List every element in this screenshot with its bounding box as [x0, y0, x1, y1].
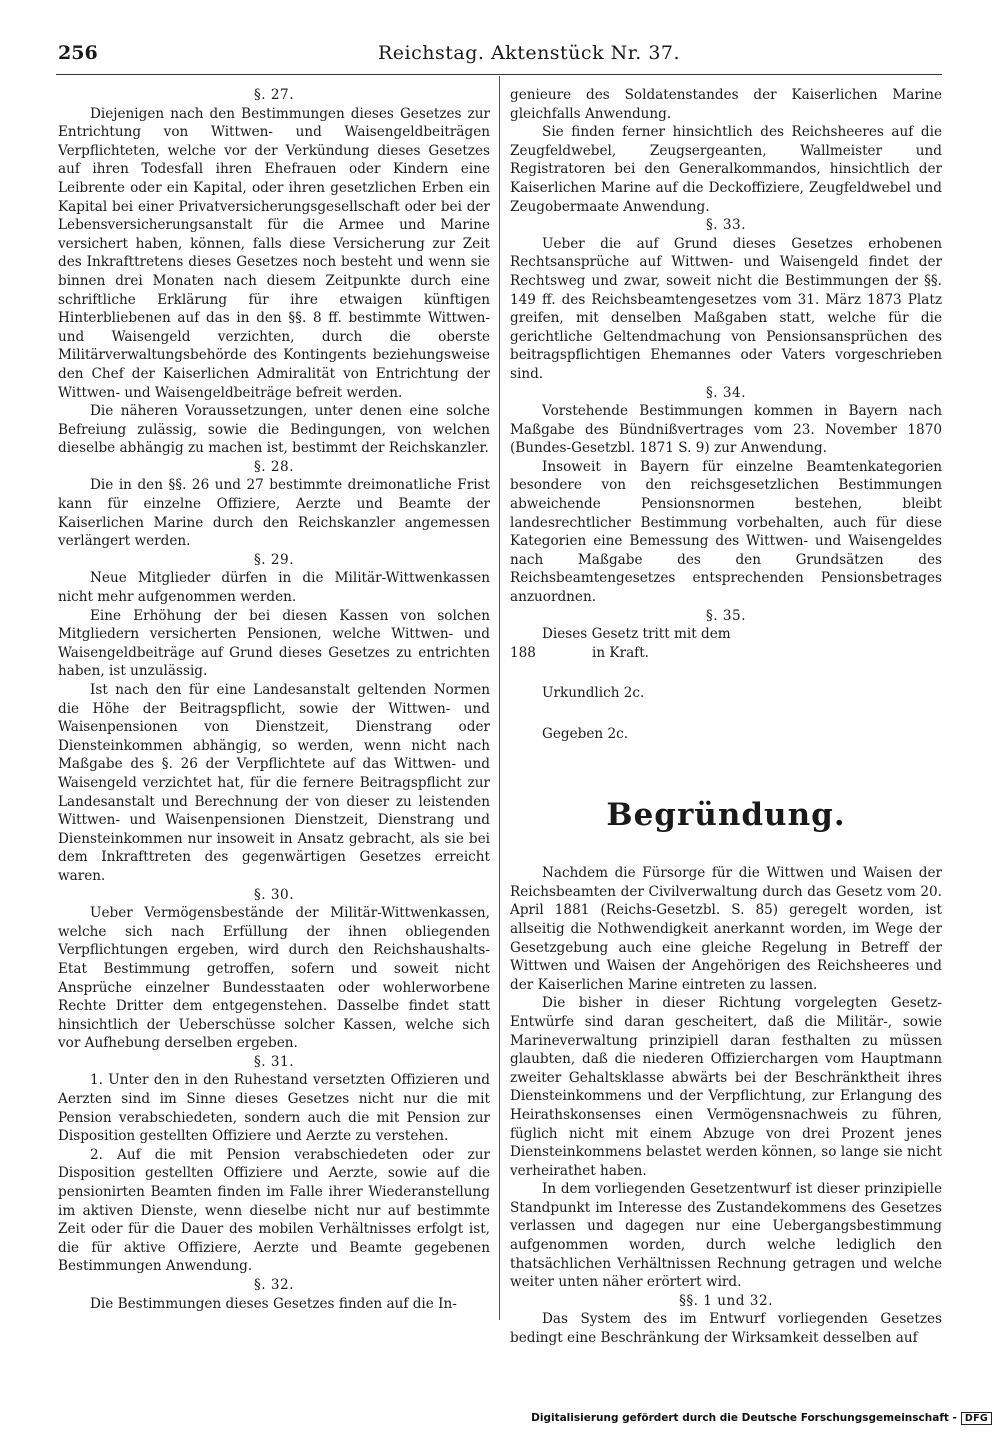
paragraph: Ist nach den für eine Landesanstalt geltenden Normen die Höhe der Beitragspflicht, sowie der Wittwen- und Waisenpensionen von Dienstzeit, Dienstrang oder Diensteinkommen abhängig, so werden, wenn nicht nach Maßgabe des §. 26 der Verpflichtete auf das Wittwen- und Waisengeld verzichtet hat, für die fernere Beitragspflicht zur Landesanstalt und Berechnung der von dieser zu leistenden Wittwen- und Waisenpensionen Dienstzeit, Dienstrang und Diensteinkommen nur insoweit in Ansatz gebracht, als sie bei dem Inkrafttreten des gegenwärtigen Gesetzes erreicht waren. — [58, 682, 490, 884]
column-divider — [499, 76, 500, 1320]
paragraph: Ueber Vermögensbestände der Militär-Wittwenkassen, welche sich nach Erfüllung der ihnen obliegenden Verpflichtungen ergeben, wird durch den Reichshaushalts-Etat Bestimmung getroffen, sofern und soweit nicht Ansprüche einzelner Bundesstaaten oder wohlerworbene Rechte Dritter dem entgegenstehen. Dasselbe findet statt hinsichtlich der Ueberschüsse solcher Kassen, welche sich vor Aufhebung derselben ergeben. — [58, 905, 490, 1052]
paragraph: 1. Unter den in den Ruhestand versetzten Offizieren und Aerzten sind im Sinne dieses Gesetzes nicht nur die mit Pension verabschiedeten, sondern auch die mit Pension zur Disposition gestellten Offiziere und Aerzte zu verstehen. — [58, 1072, 490, 1145]
page-number: 256 — [58, 42, 98, 64]
dfg-logo: DFG — [961, 1412, 992, 1425]
spacer — [510, 703, 942, 725]
paragraph: Nachdem die Fürsorge für die Wittwen und Waisen der Reichsbeamten der Civilverwaltung durch das Gesetz vom 20. April 1881 (Reichs-Gesetzbl. S. 85) geregelt worden, ist allseitig die Nothwendigkeit anerkannt worden, im Wege der Gesetzgebung auch eine gleiche Regelung in Betreff der Wittwen und Waisen der Angehörigen des Reichsheeres und der Kaiserlichen Marine eintreten zu lassen. — [510, 865, 942, 993]
paragraph: Sie finden ferner hinsichtlich des Reichsheeres auf die Zeugfeldwebel, Zeugsergeanten, Wallmeister und Registratoren bei den Generalkommandos, hinsichtlich der Kaiserlichen Marine auf die Deckoffiziere, Zeugfeldwebel und Zeugobermaate Anwendung. — [510, 124, 942, 215]
footer-credit — [531, 1412, 992, 1425]
right-column — [510, 86, 942, 1348]
paragraph: Insoweit in Bayern für einzelne Beamtenkategorien besondere von den reichsgesetzlichen Bestimmungen abweichende Pensionsnormen bestehen, bleibt landesrechtlicher Bestimmung vorbehalten, auch für diese Kategorien eine Bemessung des Wittwen- und Waisengeldes nach Maßgabe des den Grundsätzen des Reichsbeamtengesetzes entsprechenden Pensionsbetrages anzuordnen. — [510, 458, 942, 606]
paragraph: Das System des im Entwurf vorliegenden Gesetzes bedingt eine Beschränkung der Wirksamkeit desselben auf — [510, 1311, 942, 1347]
paragraph: Dieses Gesetz tritt mit dem — [542, 626, 731, 643]
paragraph: Diejenigen nach den Bestimmungen dieses Gesetzes zur Entrichtung von Wittwen- und Waisengeldbeiträgen Verpflichteten, welche vor der Verkündung dieses Gesetzes auf ihren Todesfall ihren Ehefrauen oder Kindern eine Leibrente oder ein Kapital, oder ihren gesetzlichen Erben ein Kapital bei einer Privatversicherungsgesellschaft oder bei der Lebensversicherungsanstalt für die Armee und Marine versichert haben, können, falls diese Versicherung zur Zeit des Inkrafttretens dieses Gesetzes noch besteht und wenn sie binnen drei Monaten nach diesem Zeitpunkte durch eine schriftliche Erklärung für ihre etwaigen künftigen Hinterbliebenen auf das in den §§. 8 ff. bestimmte Wittwen- und Waisengeld verzichten, durch die oberste Militärverwaltungsbehörde des Kontingents beziehungsweise den Chef der Kaiserlichen Admiralität von Entrichtung der Wittwen- und Waisengeldbeiträge befreit werden. — [58, 105, 490, 401]
left-column — [58, 86, 490, 1313]
header-rule — [56, 74, 942, 75]
closing-formula: Urkundlich 2c. — [542, 685, 645, 702]
paragraph: 2. Auf die mit Pension verabschiedeten oder zur Disposition gestellten Offiziere und Aerzte, sowie auf die pensionirten Beamten finden im Falle ihrer Wiederanstellung im aktiven Dienste, wenn dieselbe nicht nur auf bestimmte Zeit oder für die Dauer des mobilen Verhältnisses erfolgt ist, die für aktive Offiziere, Aerzte und Beamte gegebenen Bestimmungen Anwendung. — [58, 1146, 490, 1275]
spacer — [510, 662, 942, 684]
section-heading: §. 28. — [253, 458, 295, 475]
page-header — [58, 40, 938, 70]
section-heading: §. 33. — [705, 217, 747, 234]
section-heading: §§. 1 und 32. — [679, 1292, 773, 1309]
year-blank: 188 — [510, 644, 536, 661]
section-heading: §. 35. — [705, 607, 747, 624]
paragraph: Die Bestimmungen dieses Gesetzes finden auf die In- — [90, 1295, 457, 1312]
paragraph: Neue Mitglieder dürfen in die Militär-Wittwenkassen nicht mehr aufgenommen werden. — [58, 570, 490, 606]
paragraph: Die in den §§. 26 und 27 bestimmte dreimonatliche Frist kann für einzelne Offiziere, Aerzte und Beamte der Kaiserlichen Marine durch den Reichskanzler angemessen verlängert werden. — [58, 477, 490, 550]
section-heading: §. 34. — [705, 384, 747, 401]
section-title-begruendung: Begründung. — [606, 796, 846, 833]
date-line-text: in Kraft. — [592, 644, 649, 661]
paragraph: In dem vorliegenden Gesetzentwurf ist dieser prinzipielle Standpunkt im Interesse des Zustandekommens des Gesetzes verlassen und dagegen nur eine Uebergangsbestimmung aufgenommen worden, durch welche lediglich den thatsächlichen Verhältnissen Rechnung getragen und welche weiter unten näher erörtert wird. — [510, 1181, 942, 1291]
paragraph: Die näheren Voraussetzungen, unter denen eine solche Befreiung zulässig, sowie die Bedingungen, von welchen dieselbe abhängig zu machen ist, bestimmt der Reichskanzler. — [58, 403, 490, 457]
date-line — [510, 644, 942, 663]
closing-formula: Gegeben 2c. — [542, 726, 629, 742]
section-heading: §. 32. — [253, 1277, 295, 1293]
paragraph: Die bisher in dieser Richtung vorgelegten Gesetz-Entwürfe sind daran gescheitert, daß die Militär-, sowie Marineverwaltung prinzipiell daran festhalten zu müssen glaubten, daß die niederen Offizierchargen vom Hauptmann zweiter Gehaltsklasse abwärts bei der Beschränktheit ihres Diensteinkommens und der Verpflichtung, zur Erlangung des Heirathskonsenses einen Vermögensnachweis zu führen, füglich nicht mit einem Abzuge von drei Prozent jenes Diensteinkommens belastet werden können, so lange sie nicht verheirathet haben. — [510, 995, 942, 1179]
footer-text: Digitalisierung gefördert durch die Deutsche Forschungsgemeinschaft - — [531, 1412, 957, 1424]
section-heading: §. 27. — [253, 87, 295, 103]
section-heading: §. 30. — [253, 886, 295, 903]
paragraph: Vorstehende Bestimmungen kommen in Bayern nach Maßgabe des Bündnißvertrages vom 23. November 1870 (Bundes-Gesetzbl. 1871 S. 9) zur Anwendung. — [510, 403, 942, 457]
paragraph: Ueber die auf Grund dieses Gesetzes erhobenen Rechtsansprüche auf Wittwen- und Waisengeld findet der Rechtsweg und zwar, soweit nicht die Bestimmungen der §§. 149 ff. des Reichsbeamtengesetzes vom 31. März 1873 Platz greifen, mit denselben Maßgaben statt, welche für die gerichtliche Geltendmachung von Pensionsansprüchen des beitragspflichtigen Ehemannes oder Vaters vorgeschrieben sind. — [510, 235, 942, 382]
paragraph: genieure des Soldatenstandes der Kaiserlichen Marine gleichfalls Anwendung. — [510, 87, 942, 122]
section-heading: §. 31. — [253, 1053, 295, 1070]
page-title: Reichstag. Aktenstück Nr. 37. — [378, 42, 681, 64]
paragraph: Eine Erhöhung der bei diesen Kassen von solchen Mitgliedern versicherten Pensionen, welche Wittwen- und Waisengeldbeiträge auf Grund dieses Gesetzes zu entrichten haben, ist unzulässig. — [58, 607, 490, 680]
section-heading: §. 29. — [253, 551, 295, 568]
